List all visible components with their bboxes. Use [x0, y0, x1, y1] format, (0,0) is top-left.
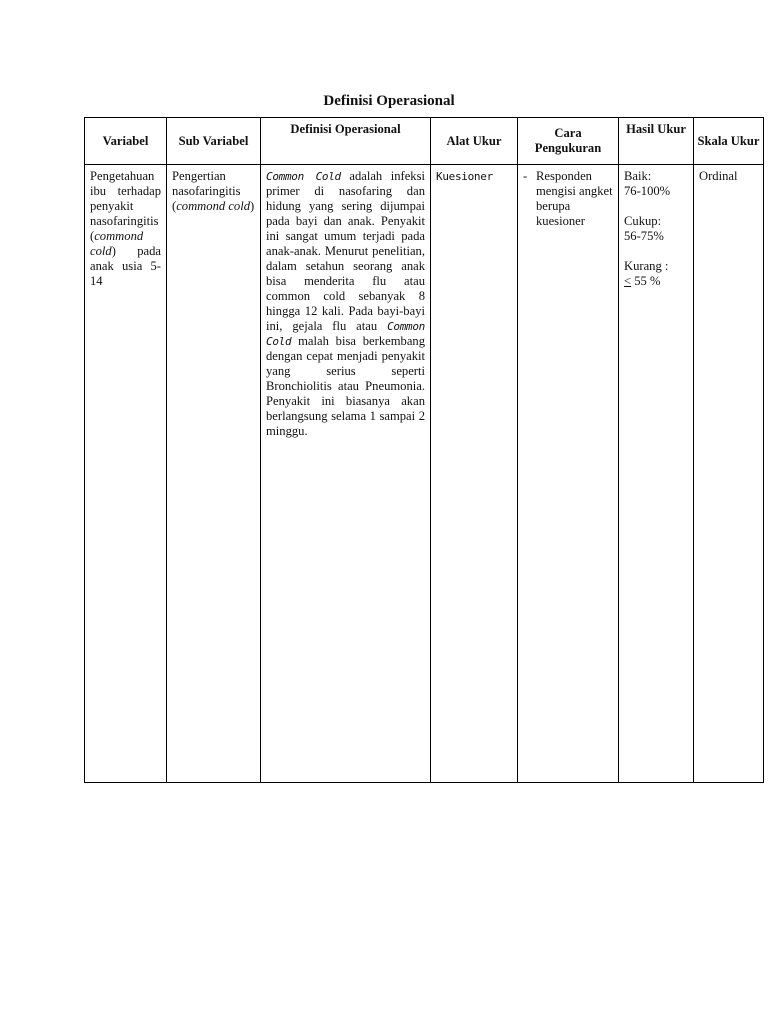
table-row: [85, 165, 764, 783]
hasil-kurang-value: < 55 %: [624, 274, 661, 288]
header-hasil-ukur: Hasil Ukur: [619, 118, 694, 165]
cell-definisi: Common Cold adalah infeksi primer di nasofaring dan hidung yang sering dijumpai pada bayi dan anak. Penyakit ini sangat umum terjadi pada anak-anak. Menurut penelitian, dalam setahun seorang anak bisa menderita flu atau common cold sebanyak 8 hingga 12 kali. Pada bayi-bayi ini, gejala flu atau Common Cold malah bisa berkembang dengan cepat menjadi penyakit yang serius seperti Bronchiolitis atau Pneumonia. Penyakit ini biasanya akan berlangsung selama 1 sampai 2 minggu.: [261, 165, 431, 783]
hasil-kurang-label: Kurang :: [624, 259, 669, 273]
hasil-baik-value: 76-100%: [624, 184, 671, 198]
cell-hasil-ukur: [619, 165, 694, 783]
header-skala-ukur: Skala Ukur: [694, 118, 764, 165]
header-definisi: Definisi Operasional: [261, 118, 431, 165]
cell-alat-ukur: Kuesioner: [431, 165, 518, 783]
header-alat-ukur: Alat Ukur: [431, 118, 518, 165]
list-bullet: -: [523, 169, 528, 183]
hasil-baik-label: Baik:: [624, 169, 652, 183]
cell-variabel: Pengetahuan ibu terhadap penyakit nasofaringitis (commond cold) pada anak usia 5-14: [85, 165, 167, 783]
cell-skala-ukur: Ordinal: [694, 165, 764, 783]
document-title: Definisi Operasional: [323, 93, 455, 109]
hasil-cukup-label: Cukup:: [624, 214, 662, 228]
cell-cara-pengukuran: [518, 165, 619, 783]
header-variabel: Variabel: [85, 118, 167, 165]
header-sub-variabel: Sub Variabel: [167, 118, 261, 165]
cara-text: Responden mengisi angket berupa kuesioner: [536, 169, 613, 228]
header-row: [85, 118, 764, 165]
cell-sub-variabel: Pengertian nasofaringitis (commond cold): [167, 165, 261, 783]
header-cara-pengukuran: Cara Pengukuran: [518, 118, 619, 165]
hasil-cukup-value: 56-75%: [624, 229, 664, 243]
operational-definition-table: [84, 117, 764, 783]
